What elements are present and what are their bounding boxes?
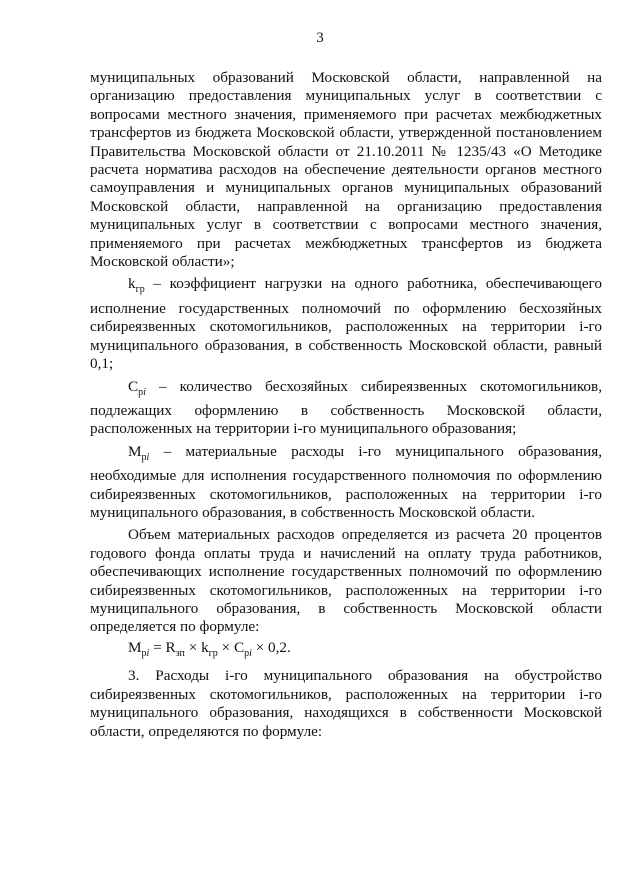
symbol-c-p: $C_{pi}$ — [128, 377, 146, 398]
definition-m-p: $M_{pi}$ – материальные расходы i-го муниципального образования, необходимые для исполнения государственного полномочия по оформлению сибиреязвенных скотомогильников, расположенных на территории i-го муниципального образования, в собственность Московской области. — [90, 442, 602, 522]
definition-c-p: $C_{pi}$ – количество бесхозяйных сибиреязвенных скотомогильников, подлежащих оформлению в собственность Московской области, расположенных на территории i-го муниципального образования; — [90, 377, 602, 438]
document-body — [90, 69, 602, 741]
symbol-k-gr: $k_{гр}$ — [128, 275, 145, 296]
formula-m-p: $M_{pi} = R_{зп} \times k_{гр} \times C_{pi} \times 0,2$. — [128, 638, 291, 659]
symbol-m-p: $M_{pi}$ — [128, 442, 150, 463]
paragraph-3-arrangement-costs: 3. Расходы i-го муниципального образования на обустройство сибиреязвенных скотомогильников, расположенных на территории i-го муниципального образования, находящихся в собственности Московской области, определяются по формуле: — [90, 667, 602, 740]
paragraph-methodology-reference: муниципальных образований Московской области, направленной на организацию предоставления муниципальных услуг в соответствии с вопросами местного значения, применяемого при расчетах межбюджетных трансфертов из бюджета Московской области, утвержденной постановлением Правительства Московской области от 21.10.2011 № 1235/43 «О Методике расчета норматива расходов на обеспечение деятельности органов местного самоуправления и муниципальных органов муниципальных образований Московской области, направленной на организацию предоставления муниципальных услуг в соответствии с вопросами местного значения, применяемого при расчетах межбюджетных трансфертов из бюджета Московской области»; — [90, 69, 602, 271]
page-number: 3 — [316, 30, 324, 46]
definition-k-gr: $k_{гр}$ – коэффициент нагрузки на одного работника, обеспечивающего исполнение государственных полномочий по оформлению бесхозяйных сибиреязвенных скотомогильников, расположенных на территории i-го муниципального образования, в собственность Московской области, равный 0,1; — [90, 275, 602, 373]
paragraph-material-costs: Объем материальных расходов определяется из расчета 20 процентов годового фонда оплаты труда и начислений на оплату труда работников, обеспечивающих исполнение государственных полномочий по оформлению сибиреязвенных скотомогильников, расположенных на территории i-го муниципального образования, в собственность Московской области определяется по формуле: — [90, 526, 602, 636]
